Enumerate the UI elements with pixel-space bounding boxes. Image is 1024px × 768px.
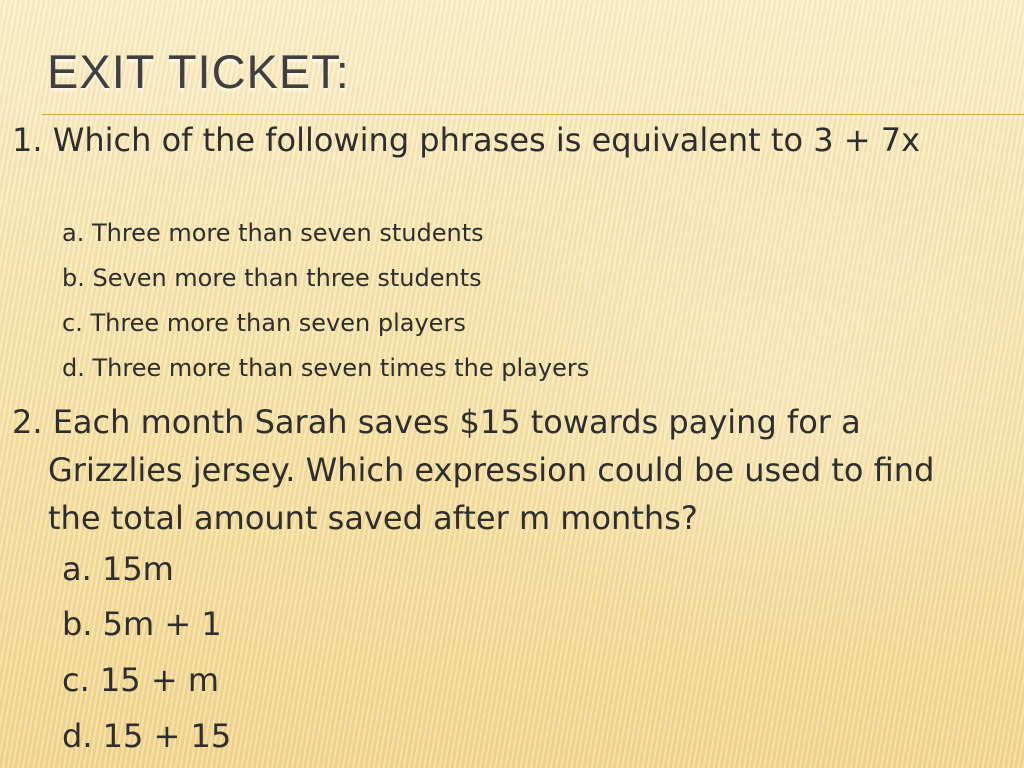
question-1-option-a: a. Three more than seven students	[62, 219, 484, 247]
question-1	[12, 118, 972, 162]
question-1-text: 1. Which of the following phrases is equivalent to 3 + 7x	[12, 121, 920, 159]
question-1-option-d: d. Three more than seven times the players	[62, 354, 590, 382]
question-2-option-d: d. 15 + 15	[62, 717, 232, 755]
question-2-text: 2. Each month Sarah saves $15 towards paying for a Grizzlies jersey. Which expression could be used to find the total amount saved after m months?	[12, 403, 935, 537]
question-2-option-b: b. 5m + 1	[62, 605, 222, 643]
title-underline	[42, 114, 1024, 115]
question-1-option-b: b. Seven more than three students	[62, 264, 482, 292]
question-2-option-c: c. 15 + m	[62, 661, 219, 699]
slide-title: EXIT TICKET:	[47, 45, 350, 98]
question-2	[12, 398, 972, 542]
question-2-option-a: a. 15m	[62, 550, 174, 588]
question-1-option-c: c. Three more than seven players	[62, 309, 466, 337]
